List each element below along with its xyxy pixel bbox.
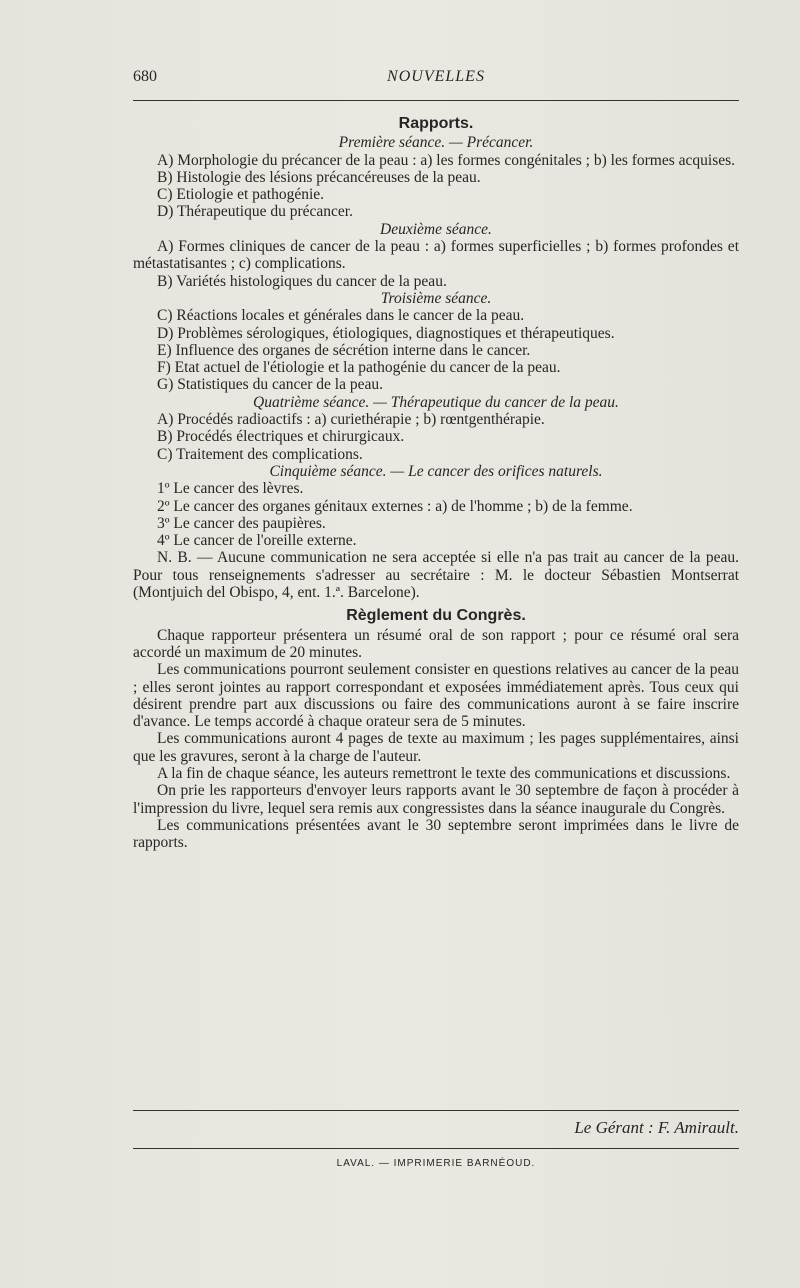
list-item: A) Procédés radioactifs : a) curiethérapie ; b) rœntgenthérapie. — [157, 411, 545, 429]
signature-text: Le Gérant : F. Amirault. — [574, 1118, 739, 1137]
list-item: 4º Le cancer de l'oreille externe. — [157, 532, 357, 550]
seance-1-list — [133, 152, 739, 221]
list-item: C) Réactions locales et générales dans le cancer de la peau. — [157, 307, 525, 325]
page-header — [133, 68, 739, 90]
list-item: D) Thérapeutique du précancer. — [157, 203, 353, 221]
paragraph: Les communications pourront seulement consister en questions relatives au cancer de la peau ; elles seront jointes au rapport correspondant et exposées immédiatement après. Tous ceux qui désirent prendre part aux discussions ou faire des communications auront à se faire inscrire d'avance. Le temps accordé à chaque orateur sera de 5 minutes. — [133, 661, 739, 731]
list-item: 1º Le cancer des lèvres. — [157, 480, 304, 498]
printer-imprint: LAVAL. — IMPRIMERIE BARNÉOUD. — [336, 1158, 536, 1169]
reglement-heading: Règlement du Congrès. — [346, 607, 526, 625]
list-item: C) Traitement des complications. — [157, 445, 363, 463]
seance-4-title: Quatrième séance. — Thérapeutique du cancer de la peau. — [253, 393, 619, 411]
list-item: E) Influence des organes de sécrétion interne dans le cancer. — [157, 341, 531, 359]
list-item: F) Etat actuel de l'étiologie et la pathogénie du cancer de la peau. — [157, 359, 561, 377]
paragraph: A la fin de chaque séance, les auteurs remettront le texte des communications et discussions. — [157, 764, 731, 782]
rapports-heading: Rapports. — [398, 115, 474, 132]
paragraph: Chaque rapporteur présentera un résumé oral de son rapport ; pour ce résumé oral sera accordé un maximum de 20 minutes. — [133, 626, 739, 661]
nota-bene-paragraph: N. B. — Aucune communication ne sera acceptée si elle n'a pas trait au cancer de la peau. Pour tous renseignements s'adresser au secrétaire : M. le docteur Sébastien Montserrat (Montjuich del Obispo, 4, ent. 1.ª. Barcelone). — [133, 549, 739, 602]
seance-2-list — [133, 238, 739, 290]
list-item: A) Morphologie du précancer de la peau : a) les formes congénitales ; b) les formes acquises. — [157, 151, 736, 169]
paragraph: On prie les rapporteurs d'envoyer leurs rapports avant le 30 septembre de façon à procéder à l'impression du livre, lequel sera remis aux congressistes dans la séance inaugurale du Congrès. — [133, 782, 739, 817]
header-rule — [133, 100, 739, 101]
seance-1-title: Première séance. — Précancer. — [338, 134, 534, 152]
seance-5-list — [133, 480, 739, 549]
seance-3-title: Troisième séance. — [380, 289, 492, 307]
paragraph: Les communications présentées avant le 30 septembre seront imprimées dans le livre de rapports. — [133, 816, 739, 852]
list-item: B) Procédés électriques et chirurgicaux. — [157, 428, 405, 446]
seance-5-title: Cinquième séance. — Le cancer des orifices naturels. — [269, 462, 603, 480]
paragraph: Les communications auront 4 pages de texte au maximum ; les pages supplémentaires, ainsi que les gravures, seront à la charge de l'auteur. — [133, 730, 739, 765]
list-item: D) Problèmes sérologiques, étiologiques, diagnostiques et thérapeutiques. — [157, 324, 615, 342]
gerant-signature — [133, 1118, 739, 1138]
seance-3-list — [133, 307, 739, 393]
list-item: G) Statistiques du cancer de la peau. — [157, 376, 383, 394]
page-number: 680 — [133, 68, 157, 85]
signature-rule — [133, 1110, 739, 1111]
seance-2-title: Deuxième séance. — [380, 220, 492, 238]
running-title: NOUVELLES — [387, 68, 485, 85]
list-item: A) Formes cliniques de cancer de la peau : a) formes superficielles ; b) formes profondes et métastatisantes ; c) complications. — [133, 238, 739, 273]
list-item: B) Variétés histologiques du cancer de la peau. — [157, 272, 447, 290]
printer-rule — [133, 1148, 739, 1149]
list-item: B) Histologie des lésions précancéreuses de la peau. — [157, 168, 481, 186]
article-body — [133, 113, 739, 851]
reglement-paragraphs — [133, 627, 739, 852]
seance-4-list — [133, 411, 739, 463]
list-item: 2º Le cancer des organes génitaux externes : a) de l'homme ; b) de la femme. — [157, 497, 633, 515]
list-item: 3º Le cancer des paupières. — [157, 514, 326, 532]
list-item: C) Etiologie et pathogénie. — [157, 186, 325, 204]
